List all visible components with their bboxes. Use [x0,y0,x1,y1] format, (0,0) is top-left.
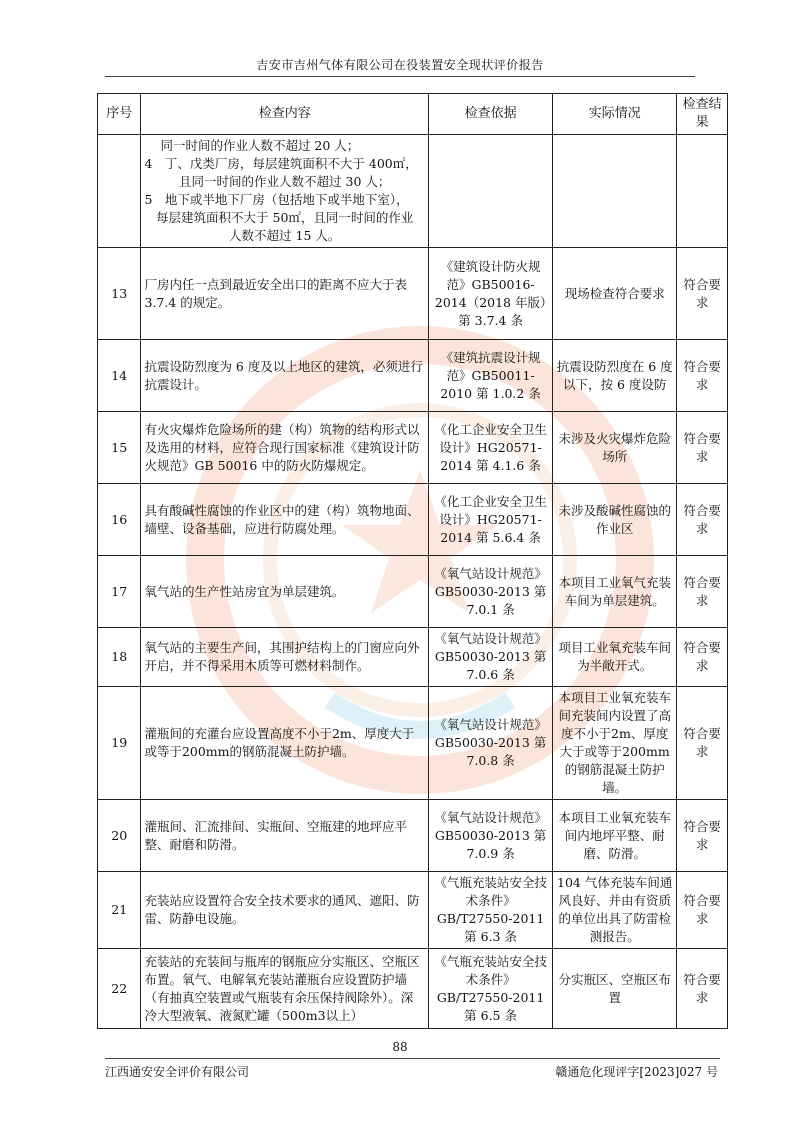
table-row [98,484,728,556]
col-header-content: 检查内容 [141,94,429,135]
footer-company: 江西通安安全评价有限公司 [105,1065,250,1079]
cell-content: 充装站的充装间与瓶库的钢瓶应分实瓶区、空瓶区布置。氧气、电解氧充装站灌瓶台应设置防护墙（有抽真空装置或气瓶装有余压保持阀除外）。深冷大型液氧、液氮贮罐（500m3以上） [141,949,429,1029]
cell-content [141,135,429,248]
cell-content: 有火灾爆炸危险场所的建（构）筑物的结构形式以及选用的材料，应符合现行国家标准《建筑设计防火规范》GB 50016 中的防火防爆规定。 [141,412,429,484]
cell-result: 符合要求 [677,949,728,1029]
cell-basis: 《建筑抗震设计规范》GB50011-2010 第 1.0.2 条 [429,340,553,412]
cell-content: 氧气站的生产性站房宜为单层建筑。 [141,556,429,628]
cell-basis: 《氧气站设计规范》GB50030-2013 第 7.0.8 条 [429,687,553,800]
cell-no: 18 [98,628,141,687]
cell-content: 抗震设防烈度为 6 度及以上地区的建筑，必须进行抗震设计。 [141,340,429,412]
continuation-line: 且同一时间的作业人数不超过 30 人； [179,174,391,189]
table-row [98,556,728,628]
cell-result: 符合要求 [677,872,728,949]
cell-result: 符合要求 [677,248,728,340]
col-header-no: 序号 [98,94,141,135]
cell-actual: 项目工业氧充装车间为半敞开式。 [553,628,677,687]
cell-no: 13 [98,248,141,340]
cell-basis: 《化工企业安全卫生设计》HG20571-2014 第 5.6.4 条 [429,484,553,556]
cell-actual [553,135,677,248]
cell-basis: 《气瓶充装站安全技术条件》GB/T27550-2011 第 6.3 条 [429,872,553,949]
cell-actual: 分实瓶区、空瓶区布置 [553,949,677,1029]
cell-no: 20 [98,800,141,872]
cell-content: 具有酸碱性腐蚀的作业区中的建（构）筑物地面、墙壁、设备基础，应进行防腐处理。 [141,484,429,556]
table-row [98,800,728,872]
continuation-line: 5 地下或半地下厂房（包括地下或半地下室）， [144,192,409,207]
page-header: 吉安市吉州气体有限公司在役装置安全现状评价报告 [256,58,544,72]
cell-content: 充装站应设置符合安全技术要求的通风、遮阳、防雷、防静电设施。 [141,872,429,949]
cell-result: 符合要求 [677,628,728,687]
cell-no: 17 [98,556,141,628]
continuation-line: 4 丁、戊类厂房，每层建筑面积不大于 400㎡， [144,156,418,171]
col-header-basis: 检查依据 [429,94,553,135]
cell-actual: 现场检查符合要求 [553,248,677,340]
footer-divider [105,1058,720,1059]
table-row [98,949,728,1029]
cell-no: 16 [98,484,141,556]
col-header-actual: 实际情况 [553,94,677,135]
table-header-row [98,94,728,135]
cell-actual: 未涉及酸碱性腐蚀的作业区 [553,484,677,556]
cell-result: 符合要求 [677,800,728,872]
cell-actual: 本项目工业氧气充装车间为单层建筑。 [553,556,677,628]
cell-actual: 未涉及火灾爆炸危险场所 [553,412,677,484]
continuation-line: 同一时间的作业人数不超过 20 人； [160,138,360,153]
cell-content: 厂房内任一点到最近安全出口的距离不应大于表 3.7.4 的规定。 [141,248,429,340]
cell-result: 符合要求 [677,687,728,800]
table-row-continuation [98,135,728,248]
header-divider [105,76,695,77]
cell-no [98,135,141,248]
cell-content: 灌瓶间的充灌台应设置高度不小于2m、厚度大于或等于200mm的钢筋混凝土防护墙。 [141,687,429,800]
footer-doc-number: 赣通危化现评字[2023]027 号 [555,1065,718,1079]
cell-no: 15 [98,412,141,484]
table-row [98,628,728,687]
table-row [98,248,728,340]
table-row [98,340,728,412]
inspection-table [97,93,728,1029]
cell-result: 符合要求 [677,340,728,412]
cell-actual: 104 气体充装车间通风良好、并由有资质的单位出具了防雷检测报告。 [553,872,677,949]
cell-result: 符合要求 [677,484,728,556]
cell-basis: 《氧气站设计规范》GB50030-2013 第 7.0.1 条 [429,556,553,628]
table-row [98,872,728,949]
cell-basis [429,135,553,248]
cell-basis: 《化工企业安全卫生设计》HG20571-2014 第 4.1.6 条 [429,412,553,484]
cell-no: 14 [98,340,141,412]
cell-basis: 《建筑设计防火规范》GB50016-2014（2018 年版）第 3.7.4 条 [429,248,553,340]
cell-basis: 《氧气站设计规范》GB50030-2013 第 7.0.9 条 [429,800,553,872]
cell-result [677,135,728,248]
cell-no: 19 [98,687,141,800]
continuation-line: 每层建筑面积不大于 50㎡，且同一时间的作业 [156,210,414,225]
table-row [98,412,728,484]
cell-content: 灌瓶间、汇流排间、实瓶间、空瓶建的地坪应平整、耐磨和防滑。 [141,800,429,872]
continuation-line: 人数不超过 15 人。 [229,228,341,243]
col-header-result: 检查结果 [677,94,728,135]
cell-basis: 《氧气站设计规范》GB50030-2013 第 7.0.6 条 [429,628,553,687]
cell-actual: 抗震设防烈度在 6 度以下，按 6 度设防 [553,340,677,412]
cell-content: 氧气站的主要生产间，其围护结构上的门窗应向外开启，并不得采用木质等可燃材料制作。 [141,628,429,687]
cell-basis: 《气瓶充装站安全技术条件》GB/T27550-2011 第 6.5 条 [429,949,553,1029]
cell-no: 22 [98,949,141,1029]
cell-actual: 本项目工业氧充装车间充装间内设置了高度不小于2m、厚度大于或等于200mm的钢筋混凝土防护墙。 [553,687,677,800]
cell-actual: 本项目工业氧充装车间内地坪平整、耐磨、防滑。 [553,800,677,872]
page-number: 88 [392,1040,408,1054]
cell-no: 21 [98,872,141,949]
cell-result: 符合要求 [677,412,728,484]
table-row [98,687,728,800]
cell-result: 符合要求 [677,556,728,628]
